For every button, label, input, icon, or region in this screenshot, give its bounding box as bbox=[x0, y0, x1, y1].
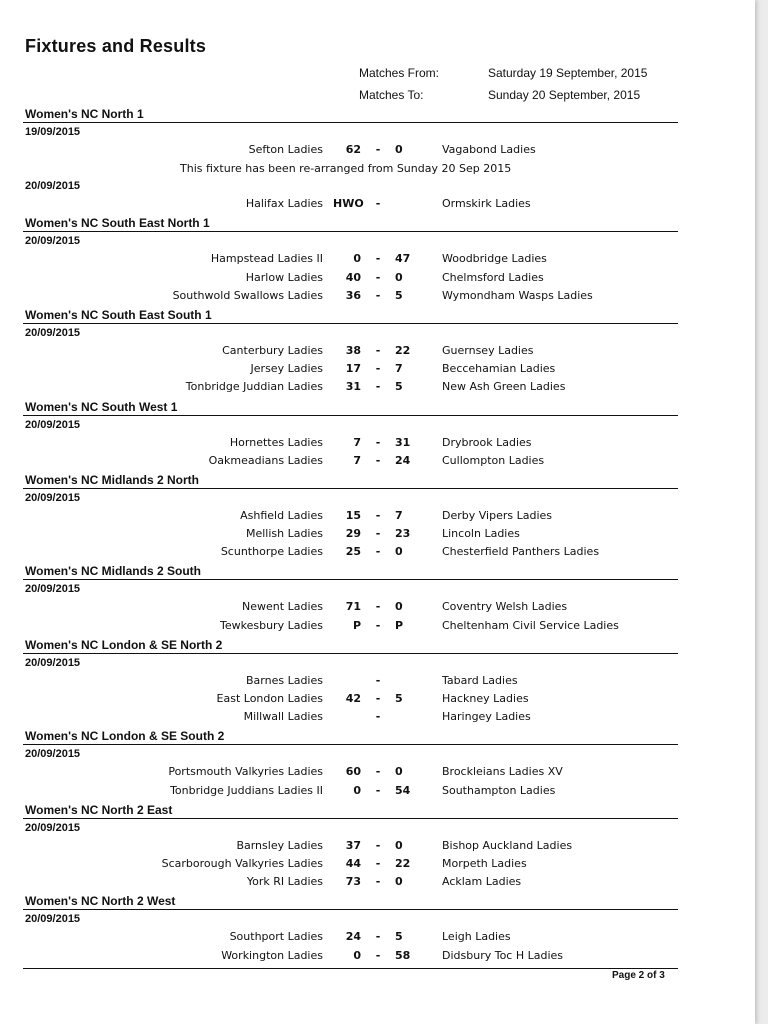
home-team: Halifax Ladies bbox=[245, 197, 323, 211]
matches-to-value: Sunday 20 September, 2015 bbox=[488, 88, 641, 102]
score-dash: - bbox=[375, 673, 381, 687]
score-dash: - bbox=[375, 838, 381, 852]
match-row bbox=[23, 287, 678, 305]
section-header: Women's NC London & SE South 2 bbox=[23, 726, 678, 745]
score-dash: - bbox=[375, 765, 381, 779]
away-score: 0 bbox=[395, 600, 403, 614]
away-score: 23 bbox=[395, 527, 411, 541]
match-row bbox=[23, 342, 678, 360]
home-team: York RI Ladies bbox=[246, 875, 323, 889]
away-score: 0 bbox=[395, 270, 403, 284]
home-score: P bbox=[352, 618, 361, 632]
away-score: 22 bbox=[395, 343, 411, 357]
score-dash: - bbox=[375, 527, 381, 541]
section-header: Women's NC South East South 1 bbox=[23, 305, 678, 324]
away-score: P bbox=[395, 618, 404, 632]
matches-from-label: Matches From: bbox=[359, 66, 440, 80]
home-score: 44 bbox=[345, 856, 361, 870]
match-row bbox=[23, 598, 678, 616]
match-date: 20/09/2015 bbox=[25, 235, 81, 248]
home-score: 29 bbox=[345, 527, 361, 541]
home-score: 24 bbox=[345, 930, 361, 944]
match-row bbox=[23, 434, 678, 452]
score-dash: - bbox=[375, 856, 381, 870]
home-team: East London Ladies bbox=[216, 692, 323, 705]
home-team: Tonbridge Juddian Ladies bbox=[185, 380, 323, 394]
match-date: 20/09/2015 bbox=[25, 418, 81, 431]
away-score: 0 bbox=[395, 765, 403, 779]
home-team: Hornettes Ladies bbox=[229, 435, 323, 449]
away-team: Ormskirk Ladies bbox=[442, 197, 531, 211]
score-dash: - bbox=[375, 692, 381, 705]
page-number: Page 2 of 3 bbox=[612, 970, 665, 981]
score-dash: - bbox=[375, 435, 381, 449]
match-date: 20/09/2015 bbox=[25, 180, 81, 193]
match-row bbox=[23, 525, 678, 543]
away-score: 5 bbox=[395, 692, 403, 705]
footer-divider bbox=[23, 968, 678, 969]
section-header: Women's NC North 2 East bbox=[23, 800, 678, 819]
match-row bbox=[23, 855, 678, 873]
away-team: Hackney Ladies bbox=[442, 692, 529, 705]
match-row bbox=[23, 360, 678, 378]
home-score: 62 bbox=[345, 143, 361, 156]
home-team: Ashfield Ladies bbox=[240, 508, 323, 522]
match-row bbox=[23, 195, 678, 213]
match-date: 20/09/2015 bbox=[25, 583, 81, 596]
away-team: Didsbury Toc H Ladies bbox=[442, 948, 564, 962]
matches-to-label: Matches To: bbox=[359, 88, 424, 102]
score-dash: - bbox=[375, 252, 381, 266]
home-team: Barnes Ladies bbox=[246, 673, 323, 687]
match-row bbox=[23, 947, 678, 965]
away-score: 31 bbox=[395, 435, 411, 449]
away-score: 5 bbox=[395, 288, 403, 302]
home-team: Portsmouth Valkyries Ladies bbox=[168, 765, 323, 779]
home-score: 73 bbox=[345, 875, 361, 889]
score-dash: - bbox=[375, 453, 381, 467]
section-header: Women's NC Midlands 2 South bbox=[23, 561, 678, 580]
away-score: 0 bbox=[395, 143, 403, 156]
home-team: Tewkesbury Ladies bbox=[220, 618, 323, 632]
match-date: 20/09/2015 bbox=[25, 326, 81, 339]
score-dash: - bbox=[375, 545, 381, 559]
score-dash: - bbox=[375, 508, 381, 522]
home-score: 0 bbox=[353, 252, 361, 266]
match-row bbox=[23, 507, 678, 525]
match-date: 20/09/2015 bbox=[25, 821, 81, 834]
score-dash: - bbox=[375, 930, 381, 944]
home-team: Scunthorpe Ladies bbox=[220, 545, 323, 559]
home-score: 0 bbox=[353, 948, 361, 962]
away-score: 7 bbox=[395, 362, 403, 376]
away-score: 7 bbox=[395, 508, 403, 522]
match-row bbox=[23, 543, 678, 561]
match-row bbox=[23, 928, 678, 946]
match-row bbox=[23, 250, 678, 268]
home-team: Hampstead Ladies II bbox=[210, 252, 323, 266]
away-team: Bishop Auckland Ladies bbox=[442, 838, 573, 852]
match-date: 20/09/2015 bbox=[25, 491, 81, 504]
match-date: 20/09/2015 bbox=[25, 748, 81, 761]
home-score: 7 bbox=[353, 435, 361, 449]
away-team: Lincoln Ladies bbox=[442, 527, 520, 541]
home-score: 25 bbox=[345, 545, 361, 559]
score-dash: - bbox=[375, 875, 381, 889]
score-dash: - bbox=[375, 343, 381, 357]
match-row bbox=[23, 708, 678, 726]
match-row bbox=[23, 617, 678, 635]
away-team: Haringey Ladies bbox=[442, 710, 531, 724]
match-row bbox=[23, 782, 678, 800]
home-team: Canterbury Ladies bbox=[222, 343, 323, 357]
away-team: Beccehamian Ladies bbox=[442, 362, 556, 376]
home-team: Barnsley Ladies bbox=[236, 838, 323, 852]
away-score: 0 bbox=[395, 875, 403, 889]
match-row bbox=[23, 269, 678, 287]
away-team: Cullompton Ladies bbox=[442, 453, 545, 467]
match-date: 20/09/2015 bbox=[25, 913, 81, 926]
away-score: 0 bbox=[395, 545, 403, 559]
home-team: Oakmeadians Ladies bbox=[208, 453, 323, 467]
home-team: Southwold Swallows Ladies bbox=[172, 288, 323, 302]
fixtures-list bbox=[23, 104, 678, 965]
home-score: 60 bbox=[345, 765, 361, 779]
score-dash: - bbox=[375, 783, 381, 797]
away-score: 22 bbox=[395, 856, 411, 870]
home-team: Scarborough Valkyries Ladies bbox=[161, 856, 323, 870]
home-score: 0 bbox=[353, 783, 361, 797]
section-header: Women's NC North 1 bbox=[23, 104, 678, 123]
match-date: 20/09/2015 bbox=[25, 656, 81, 669]
home-team: Millwall Ladies bbox=[243, 710, 323, 724]
score-dash: - bbox=[375, 288, 381, 302]
home-team: Mellish Ladies bbox=[245, 527, 323, 541]
score-dash: - bbox=[375, 600, 381, 614]
score-dash: - bbox=[375, 143, 381, 156]
match-row bbox=[23, 690, 678, 708]
home-score: 37 bbox=[345, 838, 361, 852]
home-team: Newent Ladies bbox=[242, 600, 323, 614]
home-score: 36 bbox=[345, 288, 361, 302]
home-score: 40 bbox=[345, 270, 361, 284]
away-team: Coventry Welsh Ladies bbox=[442, 600, 568, 614]
score-dash: - bbox=[375, 618, 381, 632]
home-team: Tonbridge Juddians Ladies II bbox=[170, 783, 323, 797]
match-row bbox=[23, 452, 678, 470]
away-score: 54 bbox=[395, 783, 411, 797]
match-row bbox=[23, 378, 678, 396]
away-score: 5 bbox=[395, 930, 403, 944]
away-team: Morpeth Ladies bbox=[442, 856, 527, 870]
score-dash: - bbox=[375, 380, 381, 394]
section-header: Women's NC South West 1 bbox=[23, 397, 678, 416]
away-score: 0 bbox=[395, 838, 403, 852]
home-score: 31 bbox=[345, 380, 361, 394]
away-team: Chelmsford Ladies bbox=[442, 270, 544, 284]
away-team: Tabard Ladies bbox=[442, 673, 518, 687]
page-title: Fixtures and Results bbox=[25, 36, 207, 56]
away-team: Brockleians Ladies XV bbox=[442, 765, 563, 779]
away-team: Vagabond Ladies bbox=[442, 143, 536, 156]
home-team: Workington Ladies bbox=[221, 948, 323, 962]
home-team: Southport Ladies bbox=[229, 930, 323, 944]
match-row bbox=[23, 141, 678, 159]
away-team: Southampton Ladies bbox=[442, 783, 556, 797]
match-row bbox=[23, 837, 678, 855]
home-score: 71 bbox=[345, 600, 361, 614]
away-team: Guernsey Ladies bbox=[442, 343, 534, 357]
away-team: Chesterfield Panthers Ladies bbox=[442, 545, 600, 559]
away-score: 5 bbox=[395, 380, 403, 394]
rearranged-note: This fixture has been re-arranged from Sunday 20 Sep 2015 bbox=[180, 162, 512, 176]
away-team: Acklam Ladies bbox=[442, 875, 522, 889]
matches-from-value: Saturday 19 September, 2015 bbox=[488, 66, 648, 80]
home-score: 7 bbox=[353, 453, 361, 467]
section-header: Women's NC Midlands 2 North bbox=[23, 470, 678, 489]
match-date: 19/09/2015 bbox=[25, 126, 81, 138]
away-team: Wymondham Wasps Ladies bbox=[442, 288, 593, 302]
away-score: 47 bbox=[395, 252, 411, 266]
score-dash: - bbox=[375, 197, 381, 211]
match-row bbox=[23, 873, 678, 891]
home-team: Jersey Ladies bbox=[250, 362, 323, 376]
home-score: 38 bbox=[345, 343, 361, 357]
home-score: 42 bbox=[345, 692, 361, 705]
away-team: Derby Vipers Ladies bbox=[442, 508, 552, 522]
away-team: Cheltenham Civil Service Ladies bbox=[442, 618, 619, 632]
home-score: 15 bbox=[345, 508, 361, 522]
match-row bbox=[23, 672, 678, 690]
score-dash: - bbox=[375, 362, 381, 376]
away-team: New Ash Green Ladies bbox=[442, 380, 566, 394]
section-header: Women's NC London & SE North 2 bbox=[23, 635, 678, 654]
score-dash: - bbox=[375, 948, 381, 962]
home-team: Sefton Ladies bbox=[248, 143, 323, 156]
section-header: Women's NC South East North 1 bbox=[23, 213, 678, 232]
away-team: Drybrook Ladies bbox=[442, 435, 532, 449]
away-score: 24 bbox=[395, 453, 411, 467]
score-dash: - bbox=[375, 710, 381, 724]
score-dash: - bbox=[375, 270, 381, 284]
home-score: HWO bbox=[333, 197, 364, 211]
away-score: 58 bbox=[395, 948, 411, 962]
home-score: 17 bbox=[345, 362, 361, 376]
away-team: Woodbridge Ladies bbox=[442, 252, 547, 266]
away-team: Leigh Ladies bbox=[442, 930, 511, 944]
home-team: Harlow Ladies bbox=[245, 270, 323, 284]
section-header: Women's NC North 2 West bbox=[23, 891, 678, 910]
match-row bbox=[23, 763, 678, 781]
